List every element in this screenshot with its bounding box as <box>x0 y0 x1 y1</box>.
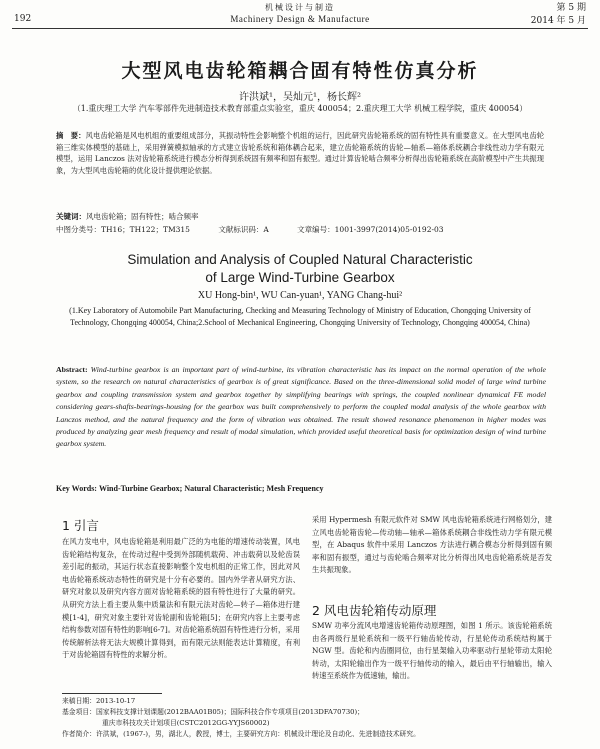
section-2-body: SMW 功率分流风电增速齿轮箱传动原理图，如图 1 所示。该齿轮箱系统由各两级行星轮系统和一级平行轴齿轮传动，行星轮传动系统结构属于 NGW 型。齿轮和内齿圈同位，由行星架输入功率驱动行星轮带动太阳轮转动，太阳轮输出作为一级平行轴传动的输入，最后由平行轴输出，输入转速至系统作为低速轴，输出。 <box>312 621 552 681</box>
paper-title-en-line-1: Simulation and Analysis of Coupled Natural Characteristic <box>127 252 473 267</box>
journal-name-cn: 机械设计与制造 <box>265 3 335 12</box>
header-rule <box>12 28 588 29</box>
footnote-received: 来稿日期：2013-10-17 <box>62 697 136 705</box>
abstract-cn <box>56 130 544 176</box>
keywords-cn-label: 关键词： <box>56 212 86 221</box>
keywords-cn <box>56 211 544 222</box>
doc-code: 文献标识码：A <box>218 225 269 234</box>
keywords-en-label: Key Words: <box>56 484 97 493</box>
issue-info <box>531 2 586 28</box>
paper-title-en-line-2: of Large Wind-Turbine Gearbox <box>205 270 395 285</box>
authors-en: XU Hong-bin¹, WU Can-yuan¹, YANG Chang-hui² <box>197 290 403 301</box>
footnote-funding: 基金项目：国家科技支撑计划课题(2012BAA01B05)；国际科技合作专项项目(2013DFA70730)； <box>62 708 364 716</box>
keywords-en-text: Wind-Turbine Gearbox; Natural Characteristic; Mesh Frequency <box>98 484 324 493</box>
section-1-body: 在风力发电中，风电齿轮箱是利用最广泛的为电能的增速传动装置，风电齿轮箱结构复杂，在传动过程中受到外部随机载荷、冲击载荷以及轮齿误差引起的振动，其运行状态直接影响整个发电机组的正常工作，因此对风电齿轮箱系统动态特性的研究是十分有必要的。国内外学者从研究方法、研究对象以及研究内容方面对齿轮箱系统的固有特性进行了大量的研究。从研究方法上看主要从集中质量法和有限元法对齿轮—转子—箱体进行建模[1-4]，研究对象主要针对齿轮副和齿轮箱[5]；在研究内容上主要考虑结构参数对固有特性的影响[6-7]。对齿轮箱系统固有特性进行分析，采用传统解析法将无法大规模计算得到，而有限元法则能表达计算精度，有利于对齿轮箱固有特性的求解分析。 <box>62 537 300 660</box>
footnotes <box>62 696 552 740</box>
paper-title-en <box>0 251 600 287</box>
abstract-cn-label: 摘 要： <box>56 131 86 140</box>
affiliation-cn: （1.重庆理工大学 汽车零部件先进制造技术教育部重点实验室，重庆 400054；2.重庆理工大学 机械工程学院，重庆 400054） <box>72 104 528 113</box>
page-number: 192 <box>14 14 32 24</box>
section-2-heading: 2 风电齿轮箱传动原理 <box>312 603 437 618</box>
abstract-en-label: Abstract: <box>56 365 88 374</box>
paper-title-cn: 大型风电齿轮箱耦合固有特性仿真分析 <box>121 60 479 82</box>
issue-date: 2014 年 5 月 <box>530 16 586 26</box>
issue-number: 第 5 期 <box>556 3 586 13</box>
column-2-intro: 采用 Hypermesh 有限元软件对 SMW 风电齿轮箱系统进行网格划分，建立风电齿轮箱齿轮—传动轴—轴承—箱体系统耦合非线性动力学有限元模型，在 Abaqus 软件中采用 Lanczos 方法进行耦合模态分析得到固有频率和固有振型，通过与齿轮啮合频率对比分析得出风电齿轮箱系统是否发生共振现象。 <box>312 515 552 575</box>
abstract-cn-text: 风电齿轮箱是风电机组的重要组成部分，其振动特性会影响整个机组的运行，因此研究齿轮箱系统的固有特性具有重要意义。在大型风电齿轮箱三维实体模型的基础上，采用弹簧模拟轴承的方式建立齿轮系统和箱体耦合起来，建立齿轮箱系统的齿轮—轴系—箱体系统耦合非线性动力学有限元模型，运用 Lanczos 法对齿轮箱系统进行模态分析得到系统固有频率和固有振型。通过计算齿轮啮合频率分析得出齿轮箱系统在高阶模型中产生共振现象，为大型风电齿轮箱的优化设计提供理论依据。 <box>56 131 545 175</box>
authors-cn: 许洪斌¹，吴灿元¹，杨长辉² <box>238 92 362 103</box>
journal-name-en: Machinery Design & Manufacture <box>230 14 370 24</box>
footnote-funding-2: 重庆市科技攻关计划项目(CSTC2012GG-YYJS60002) <box>102 719 270 727</box>
clc-number: 中图分类号：TH16；TH122；TM315 <box>56 225 190 234</box>
classification-cn <box>56 224 544 235</box>
keywords-en <box>56 484 546 493</box>
abstract-en <box>56 364 546 451</box>
affiliation-en: (1.Key Laboratory of Automobile Part Manufacturing, Checking and Measuring Technology of Ministry of Education, Chongqing University of Technology, Chongqing 400054, China;2.School of Mechanical Engineering, Chongqing University of Technology, Chongqing 400054, China) <box>69 306 531 327</box>
section-1-heading: 1 引言 <box>62 518 99 533</box>
article-number: 文章编号：1001-3997(2014)05-0192-03 <box>297 225 444 234</box>
footnote-author: 作者简介：许洪斌，(1967-)，男，湖北人，教授，博士，主要研究方向：机械设计理论及自动化、先进制造技术研究。 <box>62 730 420 738</box>
keywords-cn-text: 风电齿轮箱；固有特性；啮合频率 <box>86 212 199 221</box>
footnote-rule <box>62 693 162 694</box>
abstract-en-text: Wind-turbine gearbox is an important part of wind-turbine, its vibration characteristic has its impact on the normal operation of the whole system, so the research on natural characteristics of gearbox is of great significance. Based on the three-dimensional solid model of large wind turbine gearbox and coupling transmission system and gearbox together by simplifying bearings with springs, the coupled nonlinear dynamical FE model considering gears-shafts-bearings-housing for the gearbox was built comprehensively to perform the coupled modal analysis of the whole gearbox with Lanczos method, and the natural frequency and the form of vibration was obtained. The result showed resonance phenomenon in higher modes was produced by analyzing gear mesh frequency and result of modal simulation, which provided useful theoretical basis for optimization design of wind turbine gearbox system. <box>56 365 546 449</box>
